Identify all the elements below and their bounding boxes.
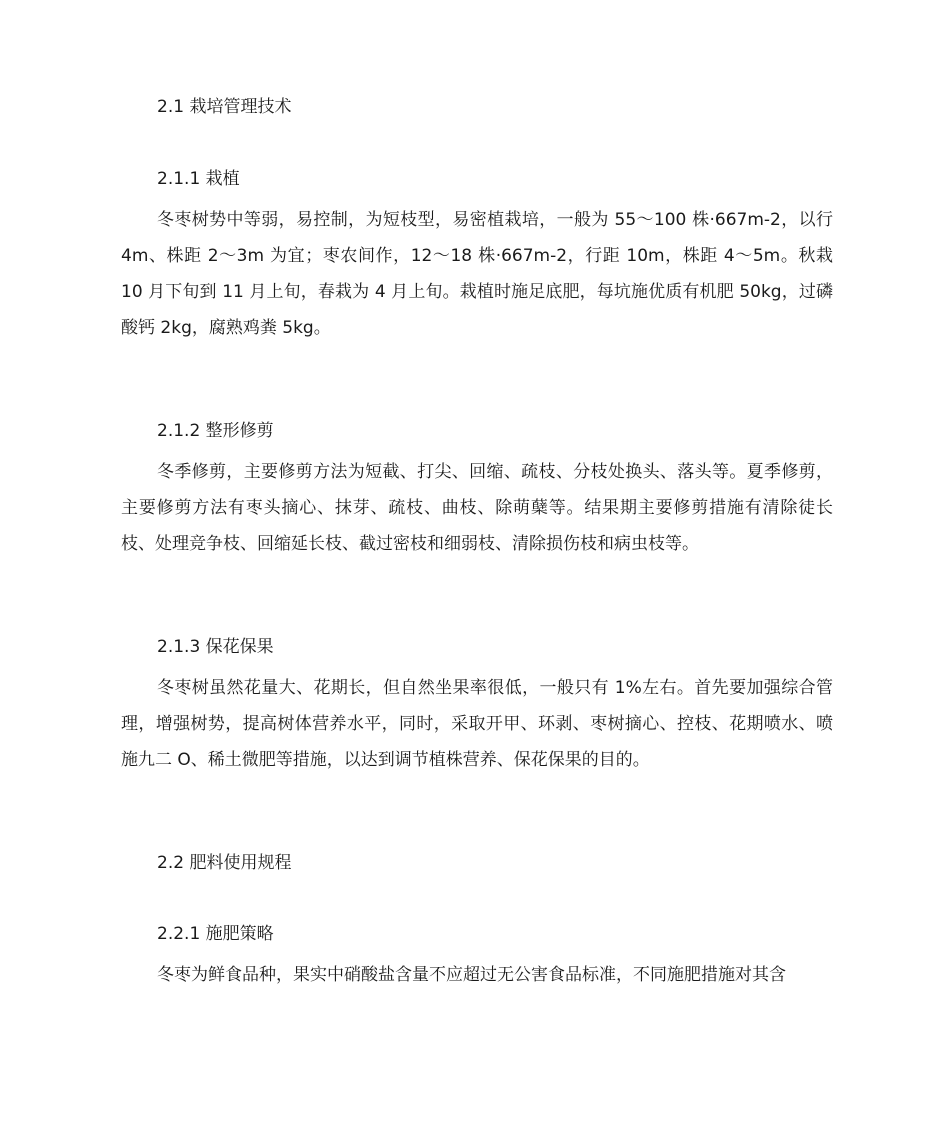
section-heading-2-1-2: 2.1.2 整形修剪 <box>157 421 274 441</box>
paragraph-fertilizer-strategy: 冬枣为鲜食品种，果实中硝酸盐含量不应超过无公害食品标准，不同施肥措施对其含 <box>157 965 786 985</box>
section-heading-2-1: 2.1 栽培管理技术 <box>157 97 292 117</box>
section-heading-2-1-1: 2.1.1 栽植 <box>157 169 240 189</box>
section-heading-2-2: 2.2 肥料使用规程 <box>157 853 292 873</box>
paragraph-planting: 冬枣树势中等弱，易控制，为短枝型，易密植栽培，一般为 55～100 株·667m-2，以行 4m、株距 2～3m 为宜；枣农间作，12～18 株·667m-2，行距 10m，株距 4～5m。秋栽 10 月下旬到 11 月上旬，春栽为 4 月上旬。栽植时施足底肥，每坑施优质有机肥 50kg，过磷酸钙 2kg，腐熟鸡粪 5kg。 <box>121 210 833 338</box>
paragraph-pruning: 冬季修剪，主要修剪方法为短截、打尖、回缩、疏枝、分枝处换头、落头等。夏季修剪，主要修剪方法有枣头摘心、抹芽、疏枝、曲枝、除萌蘖等。结果期主要修剪措施有清除徒长枝、处理竞争枝、回缩延长枝、截过密枝和细弱枝、清除损伤枝和病虫枝等。 <box>121 462 833 554</box>
section-heading-2-1-3: 2.1.3 保花保果 <box>157 637 274 657</box>
paragraph-fruit-setting: 冬枣树虽然花量大、花期长，但自然坐果率很低，一般只有 1%左右。首先要加强综合管理，增强树势，提高树体营养水平，同时，采取开甲、环剥、枣树摘心、控枝、花期喷水、喷施九二 O、稀土微肥等措施，以达到调节植株营养、保花保果的目的。 <box>121 678 833 770</box>
section-heading-2-2-1: 2.2.1 施肥策略 <box>157 924 274 944</box>
